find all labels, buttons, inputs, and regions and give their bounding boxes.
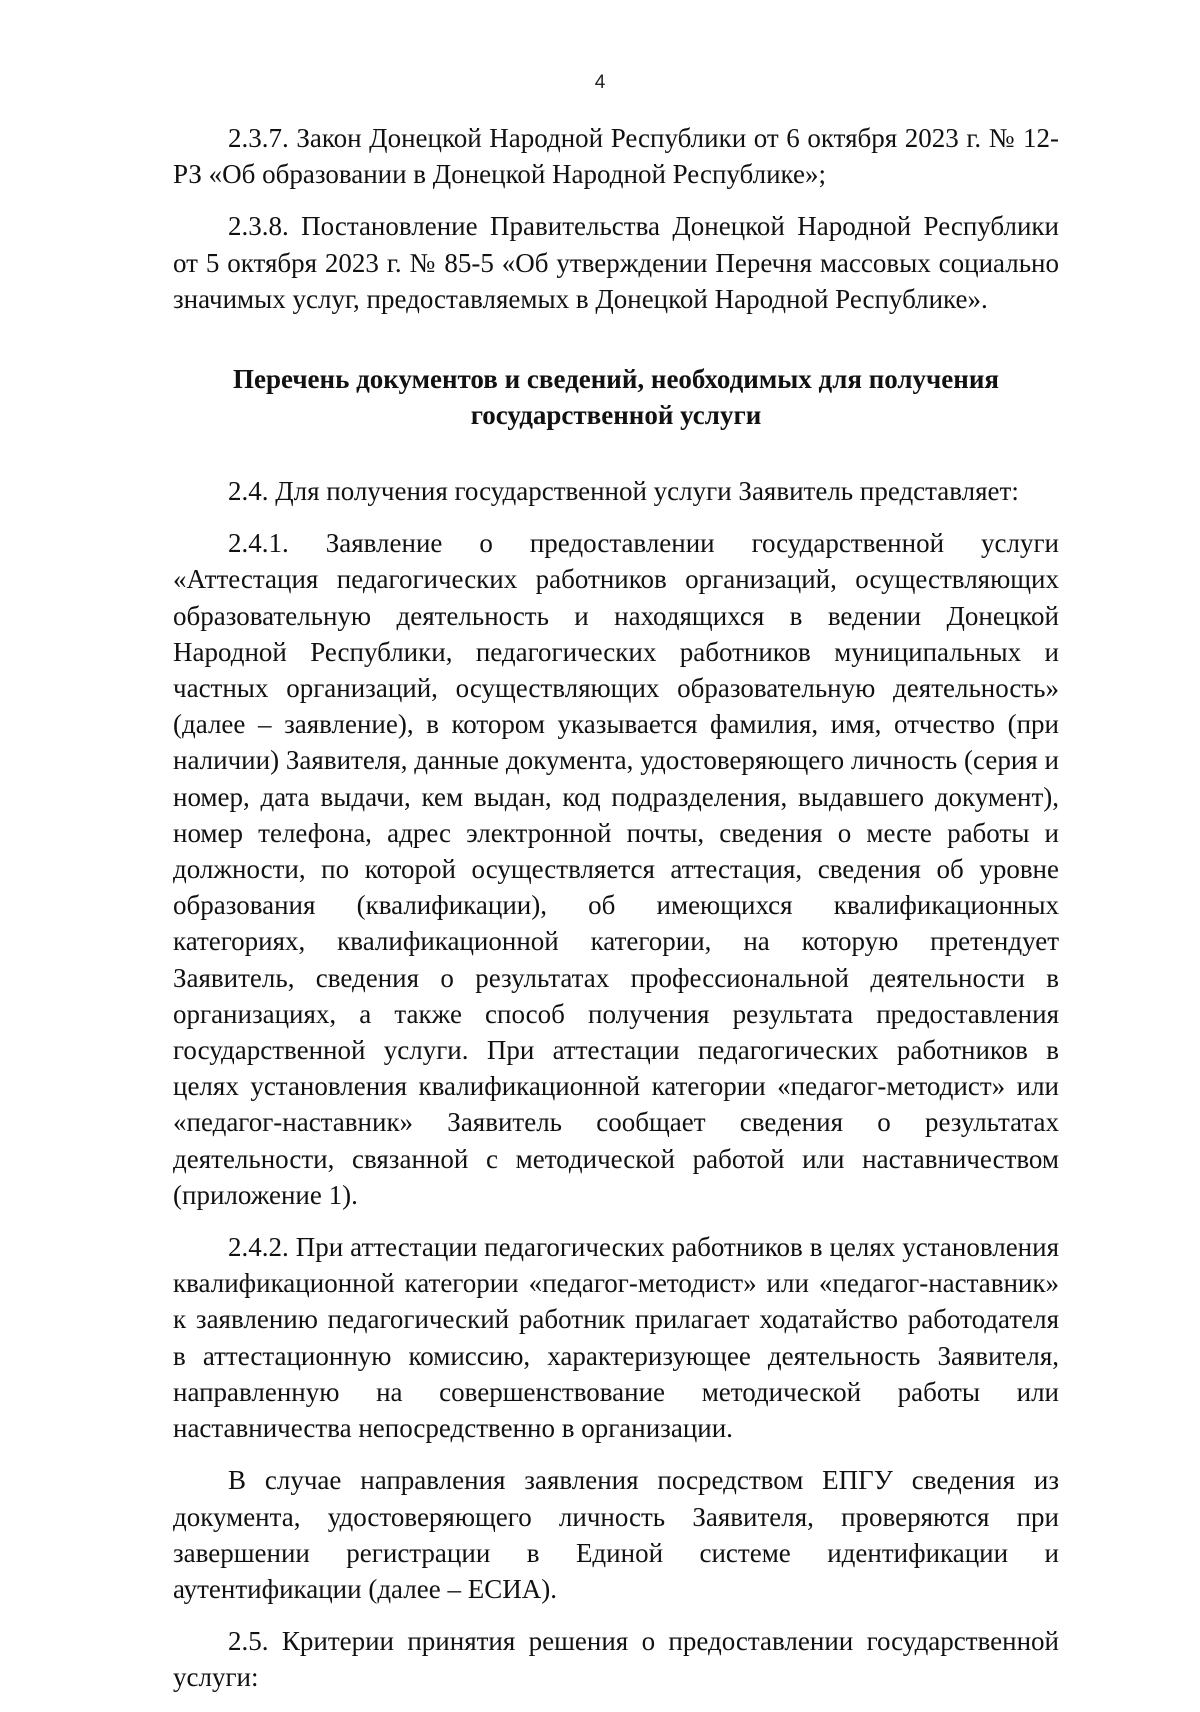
page-number: 4 — [594, 72, 606, 93]
paragraph-2-3-7: 2.3.7. Закон Донецкой Народной Республики от 6 октября 2023 г. № 12-РЗ «Об образовании в Донецкой Народной Республике»; — [173, 123, 1059, 190]
paragraph-2-4: 2.4. Для получения государственной услуги Заявитель представляет: — [228, 476, 1019, 507]
paragraph-2-3-8: 2.3.8. Постановление Правительства Донецкой Народной Республики от 5 октября 2023 г. № 85-5 «Об утверждении Перечня массовых социально значимых услуг, предоставляемых в Донецкой Народной Республике». — [173, 211, 1059, 314]
paragraph-2-4-1: 2.4.1. Заявление о предоставлении государственной услуги «Аттестация педагогических работников организаций, осуществляющих образовательную деятельность и находящихся в ведении Донецкой Народной Республики, педагогических работников муниципальных и частных организаций, осуществляющих образовательную деятельность» (далее – заявление), в котором указывается фамилия, имя, отчество (при наличии) Заявителя, данные документа, удостоверяющего личность (серия и номер, дата выдачи, кем выдан, код подразделения, выдавшего документ), номер телефона, адрес электронной почты, сведения о месте работы и должности, по которой осуществляется аттестация, сведения об уровне образования (квалификации), об имеющихся квалификационных категориях, квалификационной категории, на которую претендует Заявитель, сведения о результатах профессиональной деятельности в организациях, а также способ получения результата предоставления государственной услуги. При аттестации педагогических работников в целях установления квалификационной категории «педагог-методист» или «педагог-наставник» Заявитель сообщает сведения о результатах деятельности, связанной с методической работой или наставничеством (приложение 1). — [173, 528, 1059, 1210]
document-body — [173, 120, 1059, 1712]
paragraph-2-5: 2.5. Критерии принятия решения о предоставлении государственной услуги: — [173, 1626, 1059, 1693]
paragraph-2-4-2: 2.4.2. При аттестации педагогических работников в целях установления квалификационной категории «педагог-методист» или «педагог-наставник» к заявлению педагогический работник прилагает ходатайство работодателя в аттестационную комиссию, характеризующее деятельность Заявителя, направленную на совершенствование методической работы или наставничества непосредственно в организации. — [173, 1232, 1059, 1444]
section-heading-line-2: государственной услуги — [470, 400, 762, 431]
paragraph-epgu: В случае направления заявления посредством ЕПГУ сведения из документа, удостоверяющего личность Заявителя, проверяются при завершении регистрации в Единой системе идентификации и аутентификации (далее – ЕСИА). — [173, 1465, 1059, 1604]
section-heading-line-1: Перечень документов и сведений, необходимых для получения — [233, 364, 999, 395]
section-heading — [173, 361, 1059, 433]
